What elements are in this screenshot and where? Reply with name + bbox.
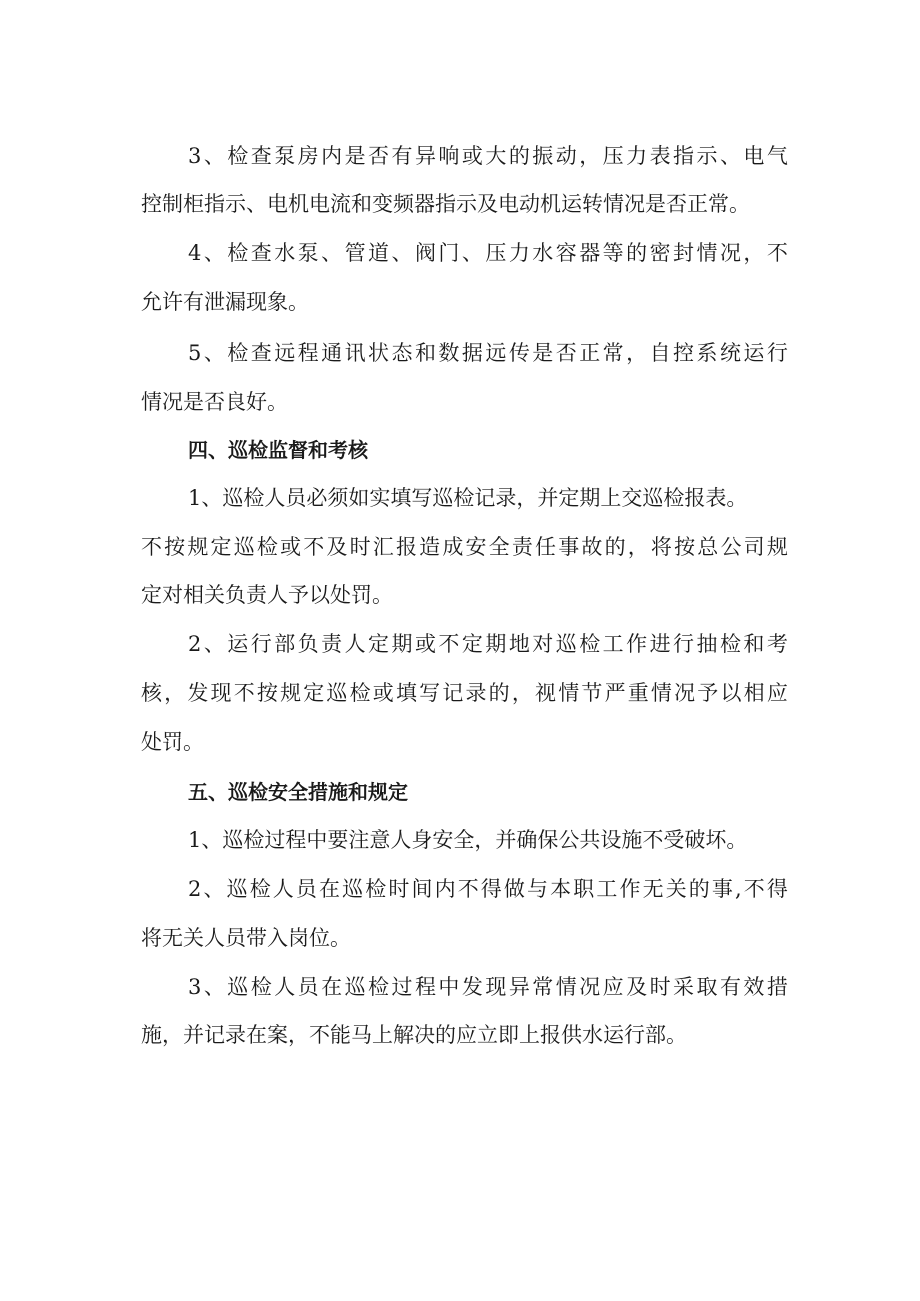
text-line: 1、巡检人员必须如实填写巡检记录，并定期上交巡检报表。	[188, 486, 748, 510]
section-heading-4: 四、巡检监督和考核	[188, 438, 368, 462]
text-line: 定对相关负责人予以处罚。	[141, 583, 393, 607]
text-line: 不按规定巡检或不及时汇报造成安全责任事故的，将按总公司规	[141, 535, 790, 559]
text-line: 3、检查泵房内是否有异响或大的振动，压力表指示、电气	[188, 144, 791, 168]
text-line: 核，发现不按规定巡检或填写记录的，视情节严重情况予以相应	[141, 681, 790, 705]
text-line: 处罚。	[141, 730, 204, 754]
text-line: 允许有泄漏现象。	[141, 290, 309, 314]
text-line: 1、巡检过程中要注意人身安全，并确保公共设施不受破坏。	[188, 828, 748, 852]
text-line: 将无关人员带入岗位。	[141, 926, 351, 950]
text-line: 2、巡检人员在巡检时间内不得做与本职工作无关的事,不得	[188, 877, 791, 901]
text-line: 3、巡检人员在巡检过程中发现异常情况应及时采取有效措	[188, 975, 791, 999]
section-heading-5: 五、巡检安全措施和规定	[188, 780, 408, 804]
text-line: 施，并记录在案，不能马上解决的应立即上报供水运行部。	[141, 1023, 687, 1047]
text-line: 2、运行部负责人定期或不定期地对巡检工作进行抽检和考	[188, 632, 791, 656]
text-line: 4、检查水泵、管道、阀门、压力水容器等的密封情况，不	[188, 241, 791, 265]
text-line: 控制柜指示、电机电流和变频器指示及电动机运转情况是否正常。	[141, 192, 750, 216]
text-line: 情况是否良好。	[141, 390, 288, 414]
text-line: 5、检查远程通讯状态和数据远传是否正常，自控系统运行	[188, 341, 791, 365]
